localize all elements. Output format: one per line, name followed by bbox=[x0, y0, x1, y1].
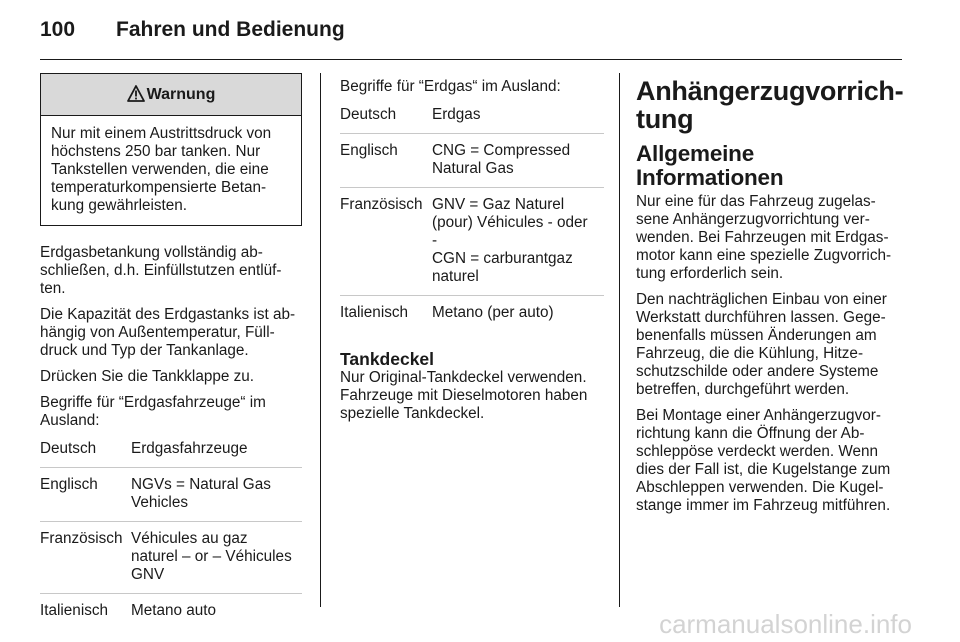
text-line: schleppöse verdeckt werden. Wenn bbox=[636, 443, 879, 460]
term-language: Deutsch bbox=[40, 440, 97, 457]
text-line: (pour) Véhicules - oder bbox=[432, 214, 588, 231]
text-line: motor kann eine spezielle Zugvorrich- bbox=[636, 247, 892, 264]
warning-title: Warnung bbox=[146, 86, 216, 103]
text-line: naturel bbox=[432, 268, 479, 285]
text-line: Fahrzeuge mit Dieselmotoren haben bbox=[340, 387, 588, 404]
section-heading-tankdeckel: Tankdeckel bbox=[340, 349, 435, 369]
text-line: Werkstatt durchführen lassen. Gege- bbox=[636, 309, 886, 326]
term-language: Französisch bbox=[40, 530, 123, 547]
page-header bbox=[40, 18, 345, 42]
text-line: wenden. Bei Fahrzeugen mit Erdgas- bbox=[636, 229, 889, 246]
term-language: Französisch bbox=[340, 196, 423, 213]
text-line: CNG = Compressed bbox=[432, 142, 571, 159]
table-row bbox=[40, 594, 302, 629]
warning-header bbox=[41, 74, 301, 116]
terms-table-gas bbox=[340, 98, 604, 331]
warning-line: Nur mit einem Austrittsdruck von bbox=[51, 125, 272, 142]
term-value bbox=[131, 440, 302, 458]
paragraph-gas-terms-intro bbox=[340, 78, 604, 96]
text-line: benenfalls müssen Änderungen am bbox=[636, 327, 877, 344]
term-value bbox=[432, 196, 604, 286]
text-line: ten. bbox=[40, 280, 66, 297]
paragraph-venting bbox=[40, 244, 302, 298]
term-language: Deutsch bbox=[340, 106, 397, 123]
text-line: schließen, d.h. Einfüllstutzen entlüf- bbox=[40, 262, 282, 279]
term-language: Italienisch bbox=[40, 602, 109, 619]
text-line: Ausland: bbox=[40, 412, 100, 429]
table-row bbox=[340, 134, 604, 188]
paragraph-terms-intro bbox=[40, 394, 302, 430]
text-line: tung erforderlich sein. bbox=[636, 265, 784, 282]
column-2 bbox=[340, 78, 604, 431]
text-line: Nur eine für das Fahrzeug zugelas- bbox=[636, 193, 876, 210]
text-line: betreffen, durchgeführt werden. bbox=[636, 381, 850, 398]
section-heading-general: Allgemeine Informationen bbox=[636, 141, 784, 190]
text-line: dies der Fall ist, die Kugelstange zum bbox=[636, 461, 891, 478]
watermark: carmanualsonline.info bbox=[659, 609, 912, 639]
warning-line: kung gewährleisten. bbox=[51, 197, 188, 214]
text-line: schutzschilde oder andere Systeme bbox=[636, 363, 879, 380]
warning-box bbox=[40, 73, 302, 226]
text-line: Begriffe für “Erdgasfahrzeuge“ im bbox=[40, 394, 266, 411]
page-number: 100 bbox=[40, 18, 76, 41]
text-line: Erdgas bbox=[432, 106, 481, 123]
term-value bbox=[432, 142, 604, 178]
text-line: - bbox=[432, 232, 438, 249]
text-line: NGVs = Natural Gas bbox=[131, 476, 271, 493]
term-value bbox=[131, 530, 302, 584]
text-line: richtung kann die Öffnung der Ab- bbox=[636, 425, 865, 442]
text-line: naturel – or – Véhicules bbox=[131, 548, 292, 565]
text-line: Metano (per auto) bbox=[432, 304, 554, 321]
warning-text bbox=[41, 116, 301, 225]
text-line: Den nachträglichen Einbau von einer bbox=[636, 291, 887, 308]
paragraph-approved-hitch bbox=[636, 193, 904, 283]
paragraph-towing-eye bbox=[636, 407, 904, 515]
column-1 bbox=[40, 73, 302, 629]
term-language: Italienisch bbox=[340, 304, 409, 321]
text-line: Begriffe für “Erdgas“ im Ausland: bbox=[340, 78, 561, 95]
table-row bbox=[40, 522, 302, 594]
text-line: Drücken Sie die Tankklappe zu. bbox=[40, 368, 254, 385]
text-line: Anhängerzugvorrich- bbox=[636, 76, 904, 106]
text-line: Erdgasbetankung vollständig ab- bbox=[40, 244, 263, 261]
text-line: hängig von Außentemperatur, Füll- bbox=[40, 324, 275, 341]
header-rule bbox=[40, 59, 902, 60]
paragraph-close-flap bbox=[40, 368, 302, 386]
terms-table-vehicles bbox=[40, 432, 302, 629]
text-line: stange immer im Fahrzeug mitführen. bbox=[636, 497, 891, 514]
table-row bbox=[40, 432, 302, 468]
warning-line: temperaturkompensierte Betan- bbox=[51, 179, 267, 196]
chapter-heading bbox=[636, 77, 904, 133]
table-row bbox=[340, 188, 604, 296]
table-row bbox=[340, 98, 604, 134]
column-divider-2 bbox=[619, 73, 620, 607]
term-language: Englisch bbox=[340, 142, 398, 159]
text-line: druck und Typ der Tankanlage. bbox=[40, 342, 249, 359]
text-line: Véhicules au gaz bbox=[131, 530, 248, 547]
text-line: Bei Montage einer Anhängerzugvor- bbox=[636, 407, 881, 424]
term-value bbox=[432, 304, 604, 322]
table-row bbox=[40, 468, 302, 522]
text-line: Natural Gas bbox=[432, 160, 514, 177]
warning-line: höchstens 250 bar tanken. Nur bbox=[51, 143, 261, 160]
term-value bbox=[131, 476, 302, 512]
paragraph-tankdeckel bbox=[340, 369, 604, 423]
warning-line: Tankstellen verwenden, die eine bbox=[51, 161, 269, 178]
term-value bbox=[432, 106, 604, 124]
table-row bbox=[340, 296, 604, 331]
term-language: Englisch bbox=[40, 476, 98, 493]
page-title: Fahren und Bedienung bbox=[116, 18, 345, 41]
text-line: Nur Original-Tankdeckel verwenden. bbox=[340, 369, 587, 386]
text-line: GNV = Gaz Naturel bbox=[432, 196, 565, 213]
column-divider-1 bbox=[320, 73, 321, 607]
text-line: Fahrzeug, die die Kühlung, Hitze- bbox=[636, 345, 864, 362]
text-line: Erdgasfahrzeuge bbox=[131, 440, 248, 457]
text-line: CGN = carburantgaz bbox=[432, 250, 573, 267]
text-line: Die Kapazität des Erdgastanks ist ab- bbox=[40, 306, 296, 323]
text-line: Metano auto bbox=[131, 602, 217, 619]
paragraph-retrofit bbox=[636, 291, 904, 399]
column-3 bbox=[636, 73, 904, 523]
text-line: Vehicles bbox=[131, 494, 188, 511]
warning-triangle-icon bbox=[127, 77, 145, 118]
text-line: Abschleppen verwenden. Die Kugel- bbox=[636, 479, 884, 496]
paragraph-capacity bbox=[40, 306, 302, 360]
text-line: spezielle Tankdeckel. bbox=[340, 405, 485, 422]
term-value bbox=[131, 602, 302, 620]
text-line: tung bbox=[636, 104, 694, 134]
text-line: sene Anhängerzugvorrichtung ver- bbox=[636, 211, 870, 228]
text-line: GNV bbox=[131, 566, 165, 583]
